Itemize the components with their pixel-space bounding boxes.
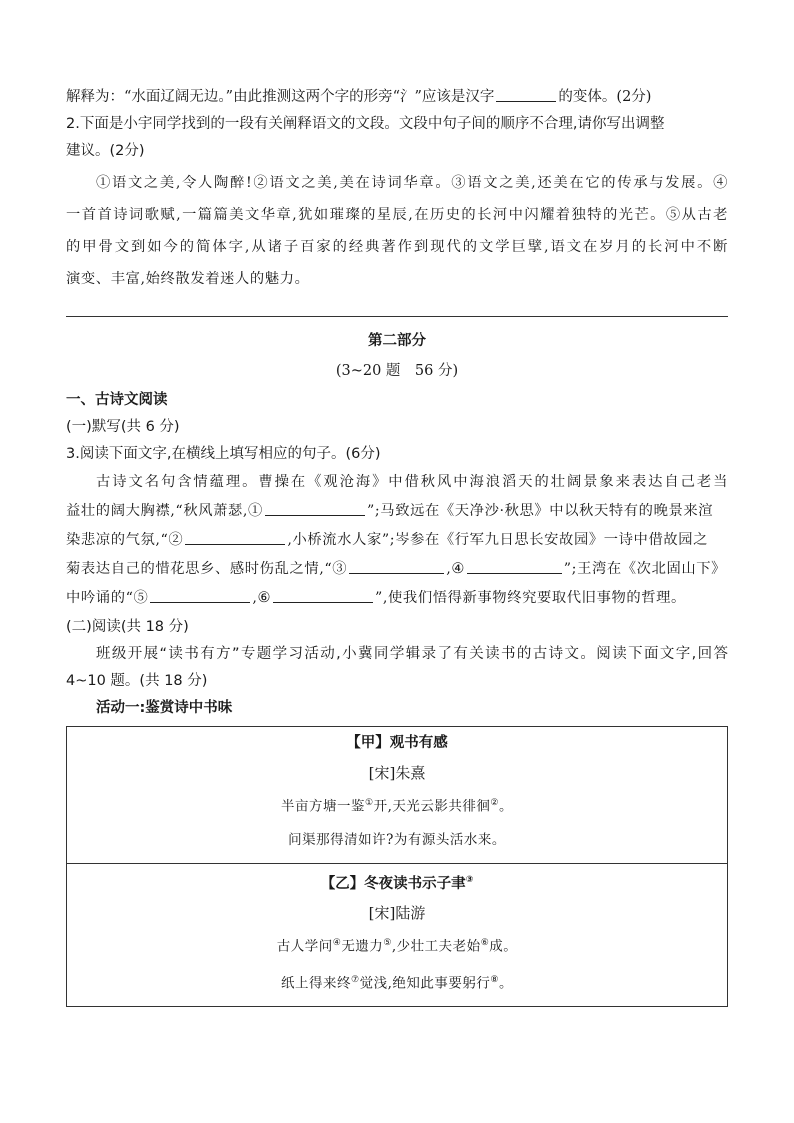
passage-line	[66, 497, 728, 526]
reading-intro-line1: 班级开展“读书有方”专题学习活动,小冀同学辑录了有关读书的古诗文。阅读下面文字,回答	[96, 646, 728, 662]
q3-prompt: 3.阅读下面文字,在横线上填写相应的句子。(6分)	[66, 446, 381, 462]
sub1-heading: (一)默写(共 6 分)	[66, 419, 180, 435]
poem-line: 纸上得来终⑦觉浅,绝知此事要躬行⑧。	[281, 974, 513, 992]
answer-blank-1[interactable]	[265, 501, 365, 516]
passage-line	[66, 584, 728, 613]
q2-passage	[66, 167, 728, 295]
poems-table	[66, 726, 728, 1007]
passage-text: ”,使我们悟得新事物终究要取代旧事物的哲理。	[374, 590, 686, 606]
passage-line: ①语文之美,令人陶醉!②语文之美,美在诗词华章。③语文之美,还美在它的传承与发展。④	[96, 175, 728, 191]
passage-text: 染悲凉的气氛,“②	[66, 532, 184, 548]
answer-blank-4[interactable]	[467, 559, 562, 574]
reading-intro-line2: 4~10 题。(共 18 分)	[66, 673, 208, 689]
passage-text: ”;马致远在《天净沙·秋思》中以秋天特有的晚景来渲	[366, 503, 714, 519]
q3-passage	[66, 468, 728, 613]
answer-blank-5[interactable]	[150, 588, 250, 603]
passage-line: 的甲骨文到如今的简体字,从诸子百家的经典著作到现代的文学巨擘,语文在岁月的长河中不断	[66, 239, 728, 255]
answer-blank[interactable]	[496, 87, 556, 102]
part2-subtitle: (3~20 题 56 分)	[335, 363, 459, 379]
q1-text-after: 的变体。(2分)	[558, 89, 652, 105]
passage-text: ”;王湾在《次北固山下》	[563, 561, 727, 577]
passage-text: ,⑥	[252, 590, 271, 606]
section1-heading: 一、古诗文阅读	[66, 392, 168, 408]
passage-text: 益壮的阔大胸襟,“秋风萧瑟,①	[66, 503, 263, 519]
q2-prompt-line1: 2.下面是小宇同学找到的一段有关阐释语文的文段。文段中句子间的顺序不合理,请你写出调整	[66, 116, 665, 132]
passage-line	[66, 555, 728, 584]
poem-title: 【乙】冬夜读书示子聿③	[320, 874, 474, 892]
q1-text-before: 解释为：“水面辽阔无边。”由此推测这两个字的形旁“氵”应该是汉字	[66, 89, 495, 105]
passage-line: 一首首诗词歌赋,一篇篇美文华章,犹如璀璨的星辰,在历史的长河中闪耀着独特的光芒。⑤从古老	[66, 207, 728, 223]
passage-line	[66, 526, 728, 555]
poem-line: 问渠那得清如许?为有源头活水来。	[288, 831, 506, 848]
footnote-mark: ⑥	[480, 938, 490, 949]
footnote-mark: ④	[332, 938, 342, 949]
passage-line: 演变、丰富,始终散发着迷人的魅力。	[66, 271, 310, 287]
q2-prompt-line2: 建议。(2分)	[66, 143, 145, 159]
footnote-mark: ②	[490, 798, 499, 808]
footnote-mark: ①	[365, 798, 374, 808]
sub2-heading: (二)阅读(共 18 分)	[66, 619, 189, 635]
poem-title: 【甲】观书有感	[346, 735, 448, 751]
passage-text: ,小桥流水人家”;岑参在《行军九日思长安故园》一诗中借故园之	[287, 532, 709, 548]
poem-author: [宋]朱熹	[368, 764, 426, 782]
section-divider	[66, 316, 728, 317]
answer-blank-2[interactable]	[185, 530, 285, 545]
passage-text: 中吟诵的“⑤	[66, 590, 149, 606]
passage-line: 古诗文名句含情蕴理。曹操在《观沧海》中借秋风中海浪滔天的壮阔景象来表达自己老当	[96, 474, 728, 490]
footnote-mark: ⑧	[490, 974, 499, 985]
q1-tail-line	[66, 84, 728, 111]
poem-line: 古人学问④无遗力⑤,少壮工夫老始⑥成。	[276, 938, 518, 955]
poem-line: 半亩方塘一鉴①开,天光云影共徘徊②。	[281, 798, 513, 815]
poem-jia	[67, 727, 728, 864]
footnote-mark: ③	[465, 874, 474, 885]
answer-blank-6[interactable]	[273, 588, 373, 603]
poem-author: [宋]陆游	[368, 904, 426, 923]
part2-title: 第二部分	[368, 333, 426, 349]
poem-yi	[67, 863, 728, 1007]
answer-blank-3[interactable]	[349, 559, 444, 574]
activity1-heading: 活动一:鉴赏诗中书味	[96, 700, 233, 716]
footnote-mark: ⑤	[383, 938, 392, 949]
footnote-mark: ⑦	[351, 974, 360, 985]
passage-text: 菊表达自己的惜花思乡、感时伤乱之情,“③	[66, 561, 348, 577]
passage-text: ,④	[446, 561, 465, 577]
exam-page	[66, 84, 728, 1007]
